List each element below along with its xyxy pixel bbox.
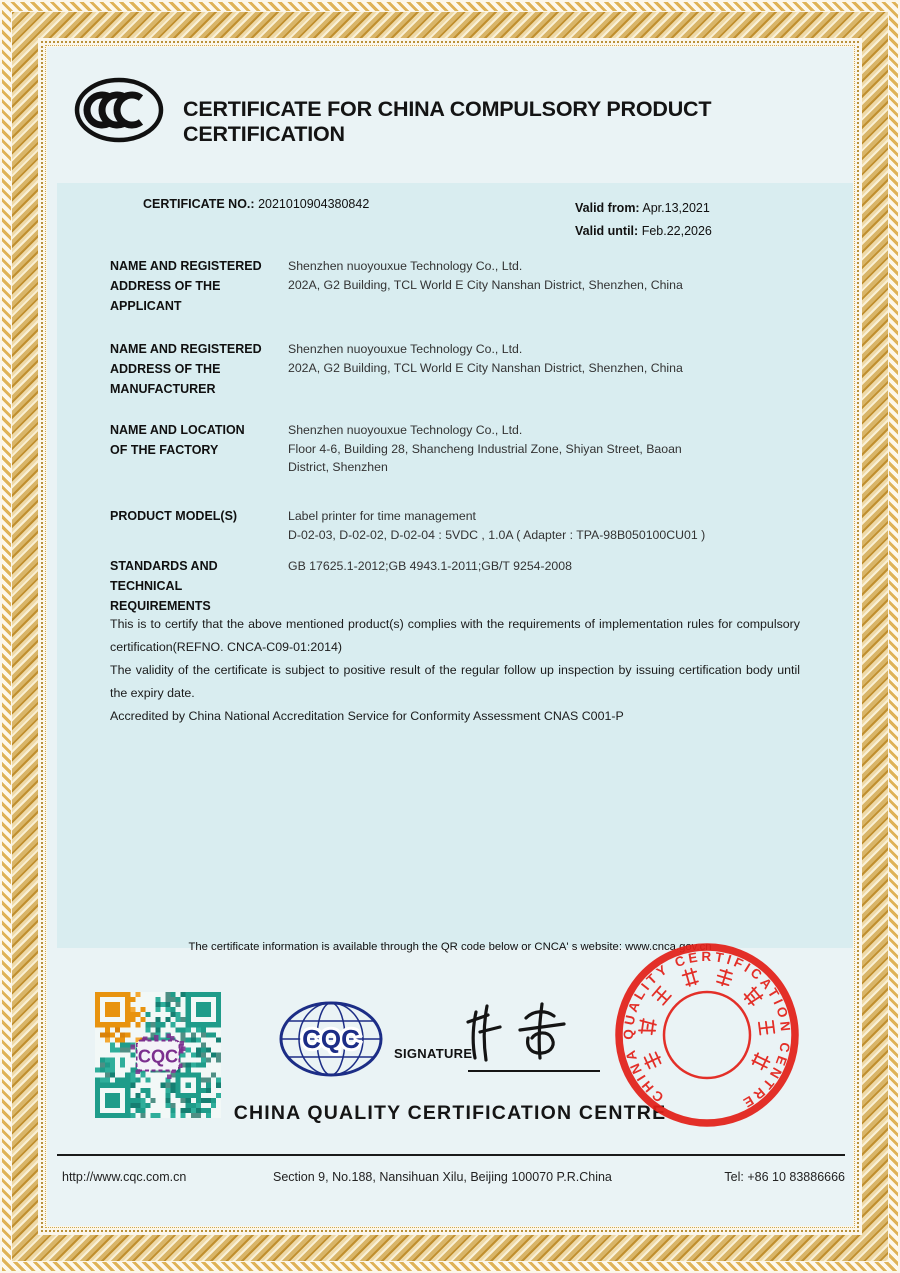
valid-until-value: Feb.22,2026 [641,224,712,238]
section-value [288,557,813,576]
validity-statement: The validity of the certificate is subject to positive result of the regular follow up inspection by issuing certification body until the expiry date. [110,663,800,700]
value-line: Shenzhen nuoyouxue Technology Co., Ltd. [288,342,523,356]
stamp-chinese-glyphs [639,968,775,1071]
signature-handwriting [460,998,605,1066]
certificate-title: CERTIFICATE FOR CHINA COMPULSORY PRODUCT CERTIFICATION [183,97,712,146]
section-value [288,257,813,294]
label-line: OF THE FACTORY [110,443,219,457]
value-line: 202A, G2 Building, TCL World E City Nanshan District, Shenzhen, China [288,277,683,292]
label-line: ADDRESS OF THE [110,362,221,376]
value-line: Shenzhen nuoyouxue Technology Co., Ltd. [288,259,523,273]
footer-divider [57,1154,845,1156]
footer-website: http://www.cqc.com.cn [62,1170,187,1184]
certificate-number-value: 2021010904380842 [258,197,370,211]
section-value [288,421,813,477]
section-label [110,256,286,316]
valid-until-row [575,220,712,243]
section-label [110,339,286,399]
label-line: NAME AND REGISTERED [110,259,262,273]
section-label [110,506,286,526]
svg-text:CQC: CQC [137,1046,179,1067]
qr-notice-line: The certificate information is available through the QR code below or CNCA' s website: www.cnca.gov.cn [188,941,712,953]
label-line: MANUFACTURER [110,382,216,396]
value-line: D-02-03, D-02-02, D-02-04 : 5VDC , 1.0A ( Adapter : TPA-98B050100CU01 ) [288,527,706,542]
value-line: 202A, G2 Building, TCL World E City Nanshan District, Shenzhen, China [288,360,683,375]
cqc-logo-text: CQC [302,1024,360,1054]
footer-address: Section 9, No.188, Nansihuan Xilu, Beijing 100070 P.R.China [273,1170,612,1184]
qr-code [95,992,221,1118]
valid-from-row [575,197,712,220]
label-line: PRODUCT MODEL(S) [110,509,238,523]
signature-underline [468,1070,600,1072]
section-value [288,507,813,544]
label-line: ADDRESS OF THE APPLICANT [110,279,221,313]
valid-until-label: Valid until: [575,224,639,238]
section-value [288,340,813,377]
validity-box [575,197,712,243]
certificate-number-label: CERTIFICATE NO.: [143,197,255,211]
footer-tel: Tel: +86 10 83886666 [724,1170,845,1184]
value-line: Floor 4-6, Building 28, Shancheng Industrial Zone, Shiyan Street, Baoan [288,441,682,456]
valid-from-value: Apr.13,2021 [642,201,710,215]
signature-label: SIGNATURE: [394,1046,477,1061]
section-label [110,556,286,616]
label-line: STANDARDS AND [110,559,218,573]
cqc-globe-logo [278,1000,384,1078]
certify-statement: This is to certify that the above mentioned product(s) complies with the requirements of implementation rules for compulsory certification(REFNO. CNCA-C09-01:2014) [110,617,800,654]
valid-from-label: Valid from: [575,201,640,215]
label-line: TECHNICAL REQUIREMENTS [110,579,211,613]
ccc-mark-icon [73,76,165,144]
value-line: GB 17625.1-2012;GB 4943.1-2011;GB/T 9254-2008 [288,559,572,573]
svg-text:CHINA QUALITY CERTIFICATION CE [610,938,804,1132]
section-label [110,420,286,460]
value-line: Label printer for time management [288,509,476,523]
red-seal-stamp [610,938,804,1132]
stamp-english-text: CHINA QUALITY CERTIFICATION CENTRE [620,948,794,1112]
label-line: NAME AND REGISTERED [110,342,262,356]
value-line: District, Shenzhen [288,460,388,474]
certificate-number-row [143,197,369,211]
value-line: Shenzhen nuoyouxue Technology Co., Ltd. [288,423,523,437]
org-title: CHINA QUALITY CERTIFICATION CENTRE [233,1102,667,1124]
label-line: NAME AND LOCATION [110,423,245,437]
accreditation-statement: Accredited by China National Accreditation Service for Conformity Assessment CNAS C001-P [110,709,624,723]
